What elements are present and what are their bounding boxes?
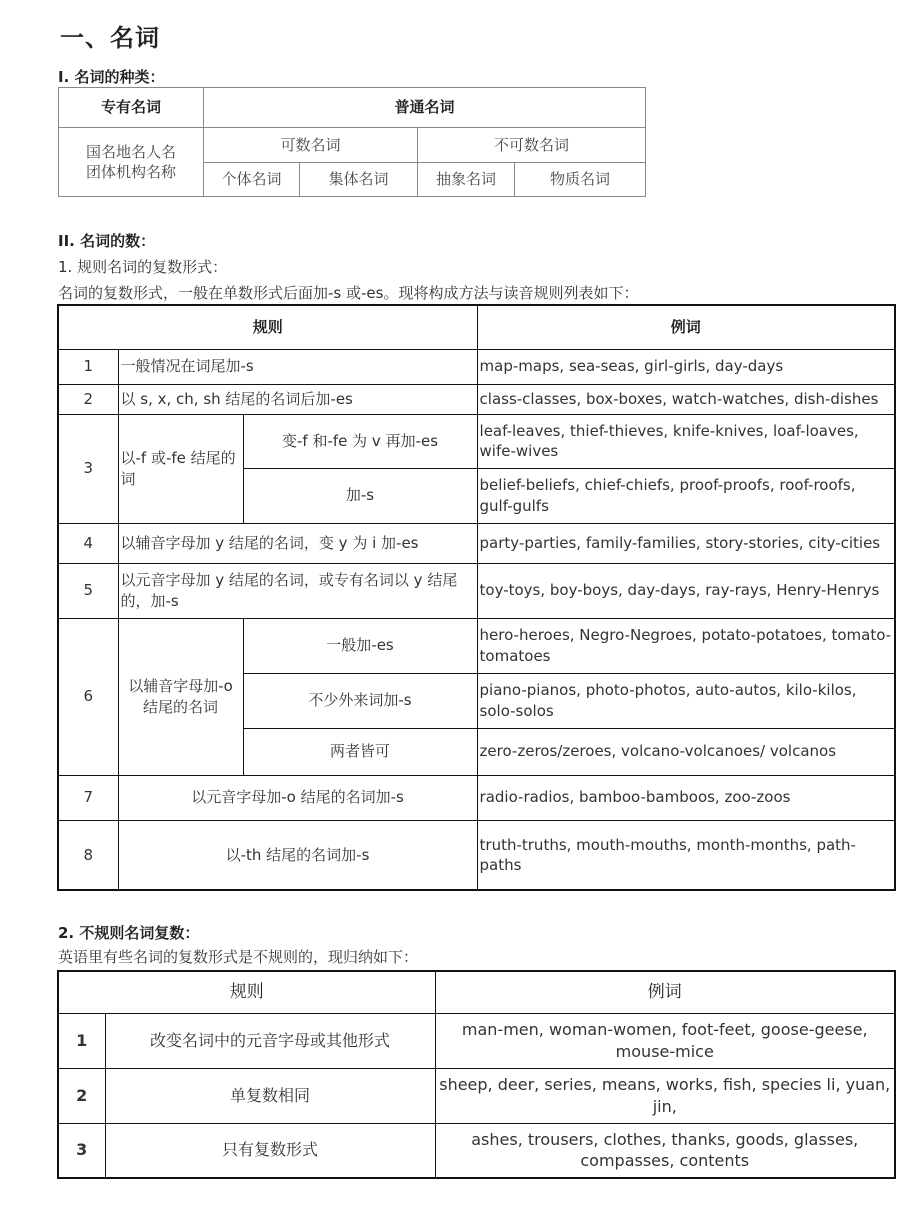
table-row <box>58 1068 895 1123</box>
example-cell: belief-beliefs, chief-chiefs, proof-proofs, roof-roofs, gulf-gulfs <box>477 468 895 523</box>
irregular-plural-table <box>57 970 896 1179</box>
example-cell: map-maps, sea-seas, girl-girls, day-days <box>477 349 895 384</box>
page-title: 一、名词 <box>60 24 160 52</box>
row-number: 4 <box>58 523 118 563</box>
header-common-noun: 普通名词 <box>204 88 646 128</box>
rule-cell: 以元音字母加-o 结尾的名词加-s <box>118 775 477 820</box>
regular-plural-table <box>57 304 896 891</box>
header-rule: 规则 <box>58 305 477 349</box>
section-noun-types-heading: I. 名词的种类： <box>58 68 165 86</box>
rule-cell: 以辅音字母加-o 结尾的名词 <box>118 618 243 775</box>
example-cell: truth-truths, mouth-mouths, month-months, path-paths <box>477 820 895 890</box>
section-noun-number-heading: II. 名词的数： <box>58 232 156 250</box>
table-row <box>58 1123 895 1178</box>
rule-cell: 以-th 结尾的名词加-s <box>118 820 477 890</box>
irregular-plural-heading: 2. 不规则名词复数： <box>58 924 200 942</box>
abstract-noun: 抽象名词 <box>418 163 515 197</box>
row-number: 2 <box>58 384 118 414</box>
row-number: 2 <box>58 1068 105 1123</box>
row-number: 1 <box>58 1013 105 1068</box>
row-number: 3 <box>58 414 118 523</box>
rule-cell: 以元音字母加 y 结尾的名词，或专有名词以 y 结尾的，加-s <box>118 563 477 618</box>
proper-example-line-1: 国名地名人名 <box>85 142 176 161</box>
rule-cell: 一般情况在词尾加-s <box>118 349 477 384</box>
header-proper-noun: 专有名词 <box>59 88 204 128</box>
example-cell: leaf-leaves, thief-thieves, knife-knives, loaf-loaves, wife-wives <box>477 414 895 468</box>
table-row <box>58 618 895 673</box>
header-example: 例词 <box>435 971 895 1013</box>
table-row <box>58 349 895 384</box>
example-cell: man-men, woman-women, foot-feet, goose-geese, mouse-mice <box>435 1013 895 1068</box>
individual-noun: 个体名词 <box>204 163 300 197</box>
example-cell: hero-heroes, Negro-Negroes, potato-potatoes, tomato-tomatoes <box>477 618 895 673</box>
row-number: 8 <box>58 820 118 890</box>
example-cell: party-parties, family-families, story-stories, city-cities <box>477 523 895 563</box>
regular-plural-subheading: 1. 规则名词的复数形式： <box>58 258 228 276</box>
header-example: 例词 <box>477 305 895 349</box>
example-cell: sheep, deer, series, means, works, fish, species li, yuan, jin, <box>435 1068 895 1123</box>
regular-plural-intro: 名词的复数形式，一般在单数形式后面加-s 或-es。现将构成方法与读音规则列表如下： <box>58 284 639 302</box>
proper-example-line-2: 团体机构名称 <box>85 163 176 181</box>
rule-cell: 只有复数形式 <box>105 1123 435 1178</box>
material-noun: 物质名词 <box>515 163 646 197</box>
table-row <box>58 384 895 414</box>
table-row <box>58 523 895 563</box>
countable-noun: 可数名词 <box>204 128 418 163</box>
rule-cell: 以 s, x, ch, sh 结尾的名词后加-es <box>118 384 477 414</box>
rule-cell: 以-f 或-fe 结尾的词 <box>118 414 243 523</box>
example-cell: class-classes, box-boxes, watch-watches, dish-dishes <box>477 384 895 414</box>
sub-rule-cell: 加-s <box>243 468 477 523</box>
example-cell: ashes, trousers, clothes, thanks, goods, glasses, compasses, contents <box>435 1123 895 1178</box>
row-number: 6 <box>58 618 118 775</box>
example-cell: zero-zeros/zeroes, volcano-volcanoes/ volcanos <box>477 728 895 775</box>
sub-rule-cell: 一般加-es <box>243 618 477 673</box>
example-cell: radio-radios, bamboo-bamboos, zoo-zoos <box>477 775 895 820</box>
header-rule: 规则 <box>58 971 435 1013</box>
sub-rule-cell: 变-f 和-fe 为 v 再加-es <box>243 414 477 468</box>
row-number: 7 <box>58 775 118 820</box>
rule-cell: 改变名词中的元音字母或其他形式 <box>105 1013 435 1068</box>
rule-cell: 单复数相同 <box>105 1068 435 1123</box>
row-number: 1 <box>58 349 118 384</box>
row-number: 3 <box>58 1123 105 1178</box>
example-cell: piano-pianos, photo-photos, auto-autos, kilo-kilos, solo-solos <box>477 673 895 728</box>
table-row <box>58 414 895 468</box>
irregular-plural-intro: 英语里有些名词的复数形式是不规则的，现归纳如下： <box>58 948 419 966</box>
sub-rule-cell: 两者皆可 <box>243 728 477 775</box>
table-row <box>58 775 895 820</box>
proper-noun-examples <box>59 128 204 197</box>
table-row <box>58 563 895 618</box>
collective-noun: 集体名词 <box>300 163 418 197</box>
row-number: 5 <box>58 563 118 618</box>
table-row <box>58 1013 895 1068</box>
rule-cell: 以辅音字母加 y 结尾的名词，变 y 为 i 加-es <box>118 523 477 563</box>
noun-types-table <box>58 87 646 197</box>
uncountable-noun: 不可数名词 <box>418 128 646 163</box>
table-row <box>58 820 895 890</box>
sub-rule-cell: 不少外来词加-s <box>243 673 477 728</box>
example-cell: toy-toys, boy-boys, day-days, ray-rays, Henry-Henrys <box>477 563 895 618</box>
